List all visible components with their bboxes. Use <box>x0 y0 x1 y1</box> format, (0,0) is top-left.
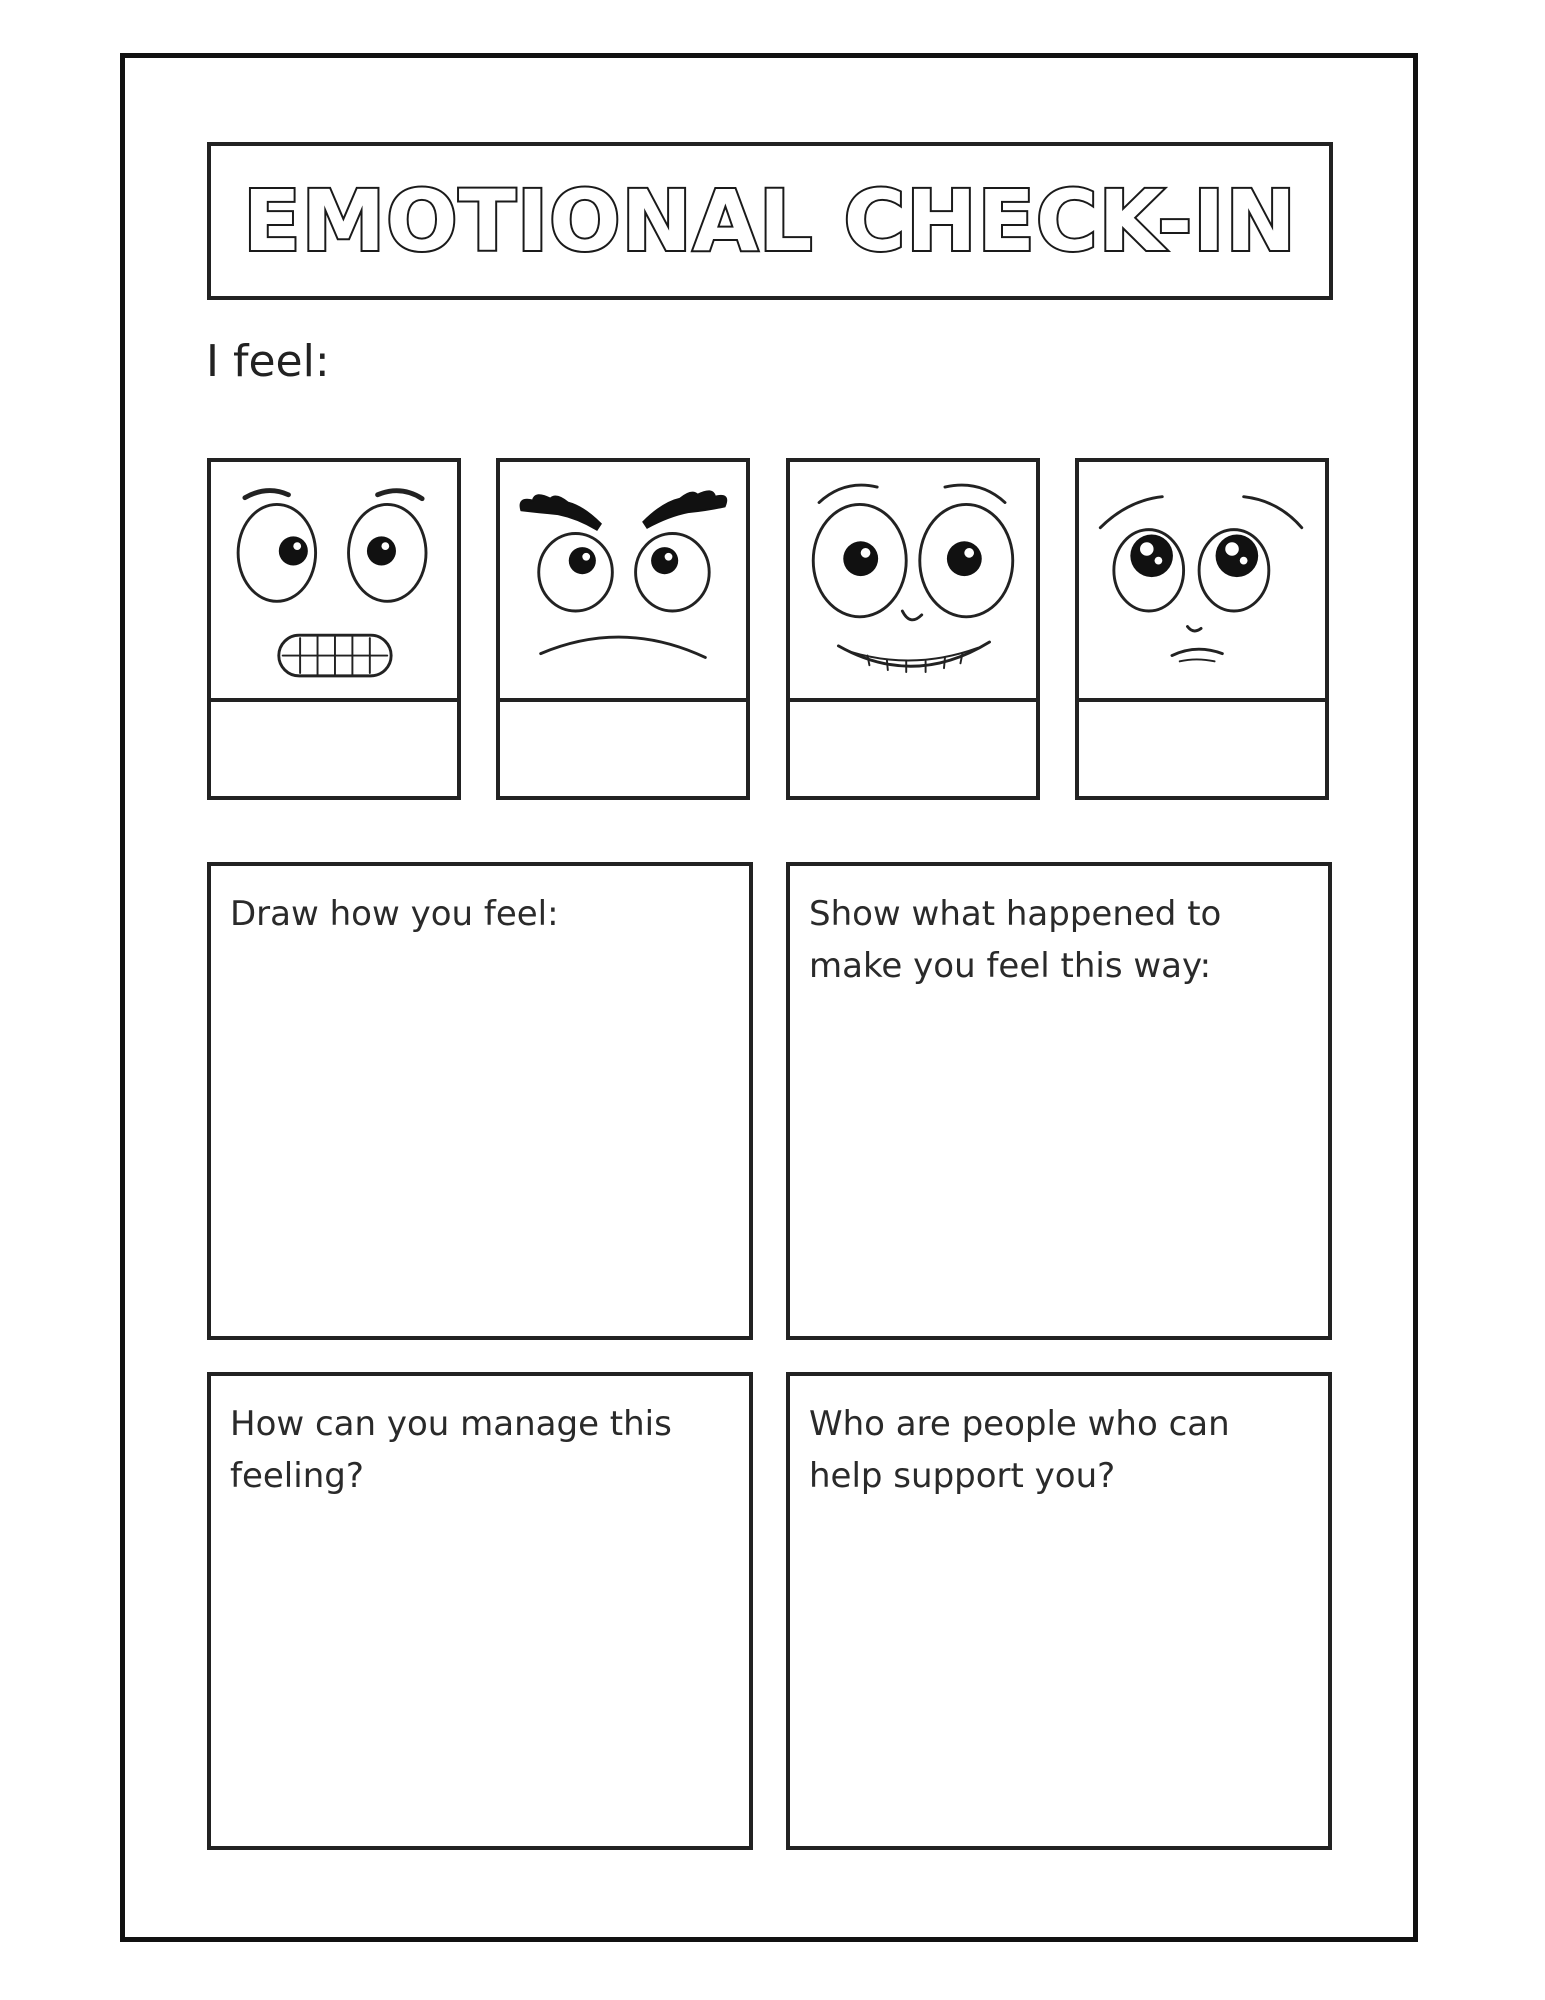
emotion-card-nervous[interactable] <box>207 458 461 800</box>
page-title: EMOTIONAL CHECK-IN <box>243 172 1297 270</box>
draw-feeling-box[interactable] <box>207 862 753 1340</box>
sad-face-icon <box>1079 462 1325 702</box>
i-feel-label: I feel: <box>206 336 330 387</box>
emotion-label-slot[interactable] <box>1079 702 1325 796</box>
title-box <box>207 142 1333 300</box>
prompt-support-people: Who are people who can help support you? <box>809 1404 1230 1496</box>
emotion-label-slot[interactable] <box>211 702 457 796</box>
angry-face-icon <box>500 462 746 702</box>
emotion-card-angry[interactable] <box>496 458 750 800</box>
emotion-label-slot[interactable] <box>790 702 1036 796</box>
what-happened-box[interactable] <box>786 862 1332 1340</box>
emotion-card-happy[interactable] <box>786 458 1040 800</box>
prompt-manage-feeling: How can you manage this feeling? <box>230 1404 672 1496</box>
happy-face-icon <box>790 462 1036 702</box>
emotion-label-slot[interactable] <box>500 702 746 796</box>
prompt-what-happened: Show what happened to make you feel this way: <box>809 894 1222 986</box>
prompt-draw-feeling: Draw how you feel: <box>230 894 559 934</box>
emotion-card-sad[interactable] <box>1075 458 1329 800</box>
manage-feeling-box[interactable] <box>207 1372 753 1850</box>
nervous-face-icon <box>211 462 457 702</box>
support-people-box[interactable] <box>786 1372 1332 1850</box>
